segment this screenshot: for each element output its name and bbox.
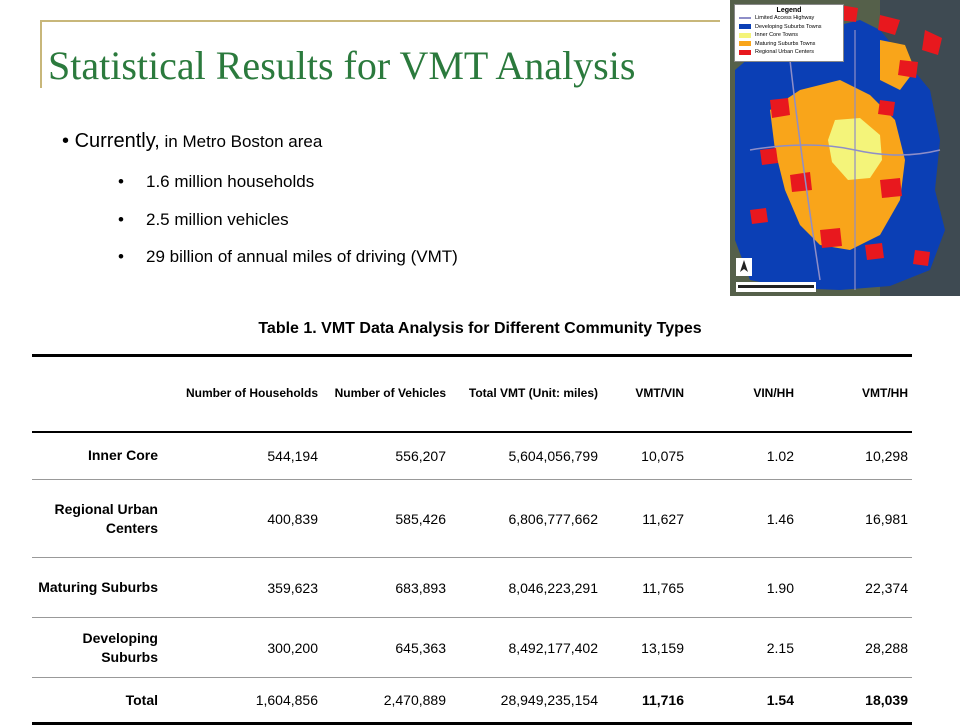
cell-vmt-hh: 28,288: [865, 639, 908, 656]
cell-vmt: 6,806,777,662: [508, 510, 598, 527]
legend-label: Developing Suburbs Towns: [755, 23, 822, 30]
cell-households: 400,839: [267, 510, 318, 527]
intro-item: [118, 172, 314, 192]
cell-vin-hh: 1.54: [766, 692, 794, 708]
legend-label: Maturing Suburbs Towns: [755, 40, 816, 47]
row-label: Developing Suburbs: [82, 629, 158, 665]
intro-lead-text: Currently,: [74, 130, 160, 152]
cell-households: 359,623: [267, 579, 318, 596]
metro-boston-map: [730, 0, 960, 296]
column-header: Number of Vehicles: [334, 385, 446, 400]
cell-vin-hh: 1.46: [766, 510, 794, 527]
cell-vmt-hh: 22,374: [865, 579, 908, 596]
intro-bullets: [0, 0, 700, 300]
cell-vin-hh: 1.90: [766, 579, 794, 596]
legend-item: [735, 23, 843, 32]
table-row: [32, 618, 912, 678]
cell-vehicles: 585,426: [395, 510, 446, 527]
intro-item-text: 1.6 million households: [146, 172, 315, 191]
bullet-dot: •: [118, 210, 124, 229]
cell-vehicles: 556,207: [395, 447, 446, 464]
cell-vehicles: 645,363: [395, 639, 446, 656]
cell-households: 1,604,856: [255, 692, 318, 708]
column-header: VMT/HH: [862, 385, 908, 400]
cell-vmt-vin: 13,159: [641, 639, 684, 656]
legend-item: [735, 48, 843, 57]
column-header: [32, 356, 162, 432]
row-label: Total: [125, 691, 158, 708]
intro-item: [118, 247, 458, 267]
cell-vmt: 28,949,235,154: [500, 692, 598, 708]
table-total-row: [32, 678, 912, 724]
cell-vmt: 5,604,056,799: [508, 447, 598, 464]
row-label: Regional Urban Centers: [54, 500, 158, 536]
intro-item-text: 29 billion of annual miles of driving (VMT): [146, 247, 458, 266]
table-header-row: [32, 356, 912, 432]
cell-vmt-vin: 11,627: [642, 510, 684, 527]
cell-households: 300,200: [267, 639, 318, 656]
column-header: VMT/VIN: [635, 385, 684, 400]
row-label: Maturing Suburbs: [38, 579, 158, 596]
intro-item-text: 2.5 million vehicles: [146, 210, 289, 229]
legend-swatch: [739, 41, 751, 46]
cell-vin-hh: 1.02: [766, 447, 794, 464]
cell-vmt: 8,492,177,402: [508, 639, 598, 656]
cell-vehicles: 683,893: [395, 579, 446, 596]
cell-vin-hh: 2.15: [766, 639, 794, 656]
legend-title: Legend: [776, 7, 802, 14]
bullet-dot: •: [118, 247, 124, 266]
cell-vmt: 8,046,223,291: [508, 579, 598, 596]
legend-swatch: [739, 24, 751, 29]
legend-item: [735, 14, 843, 23]
map-legend: [734, 4, 844, 62]
legend-swatch: [739, 17, 751, 19]
cell-vmt-hh: 18,039: [865, 692, 908, 708]
cell-vehicles: 2,470,889: [383, 692, 446, 708]
intro-lead: [62, 130, 322, 153]
table-row: [32, 558, 912, 618]
cell-vmt-vin: 10,075: [641, 447, 684, 464]
column-header: VIN/HH: [753, 385, 794, 400]
table-row: [32, 480, 912, 558]
cell-vmt-vin: 11,716: [641, 692, 684, 708]
row-label: Inner Core: [87, 447, 158, 464]
column-header: Number of Households: [185, 385, 318, 400]
vmt-data-table: [32, 354, 912, 725]
legend-label: Inner Core Towns: [755, 32, 799, 39]
cell-vmt-hh: 10,298: [865, 447, 908, 464]
cell-vmt-vin: 11,765: [642, 579, 684, 596]
intro-item: [118, 210, 289, 230]
table-row: [32, 432, 912, 480]
bullet-dot: •: [62, 130, 75, 152]
cell-vmt-hh: 16,981: [865, 510, 908, 527]
page-title: Statistical Results for VMT Analysis: [48, 43, 636, 88]
intro-rest-text: in Metro Boston area: [159, 132, 323, 151]
bullet-dot: •: [118, 172, 124, 191]
legend-label: Limited Access Highway: [755, 15, 815, 22]
cell-households: 544,194: [267, 447, 318, 464]
legend-item: [735, 40, 843, 49]
legend-swatch: [739, 33, 751, 38]
legend-swatch: [739, 50, 751, 55]
legend-label: Regional Urban Centers: [755, 49, 815, 56]
legend-item: [735, 31, 843, 40]
table-caption: Table 1. VMT Data Analysis for Different Community Types: [258, 320, 702, 337]
column-header: Total VMT (Unit: miles): [468, 385, 598, 400]
